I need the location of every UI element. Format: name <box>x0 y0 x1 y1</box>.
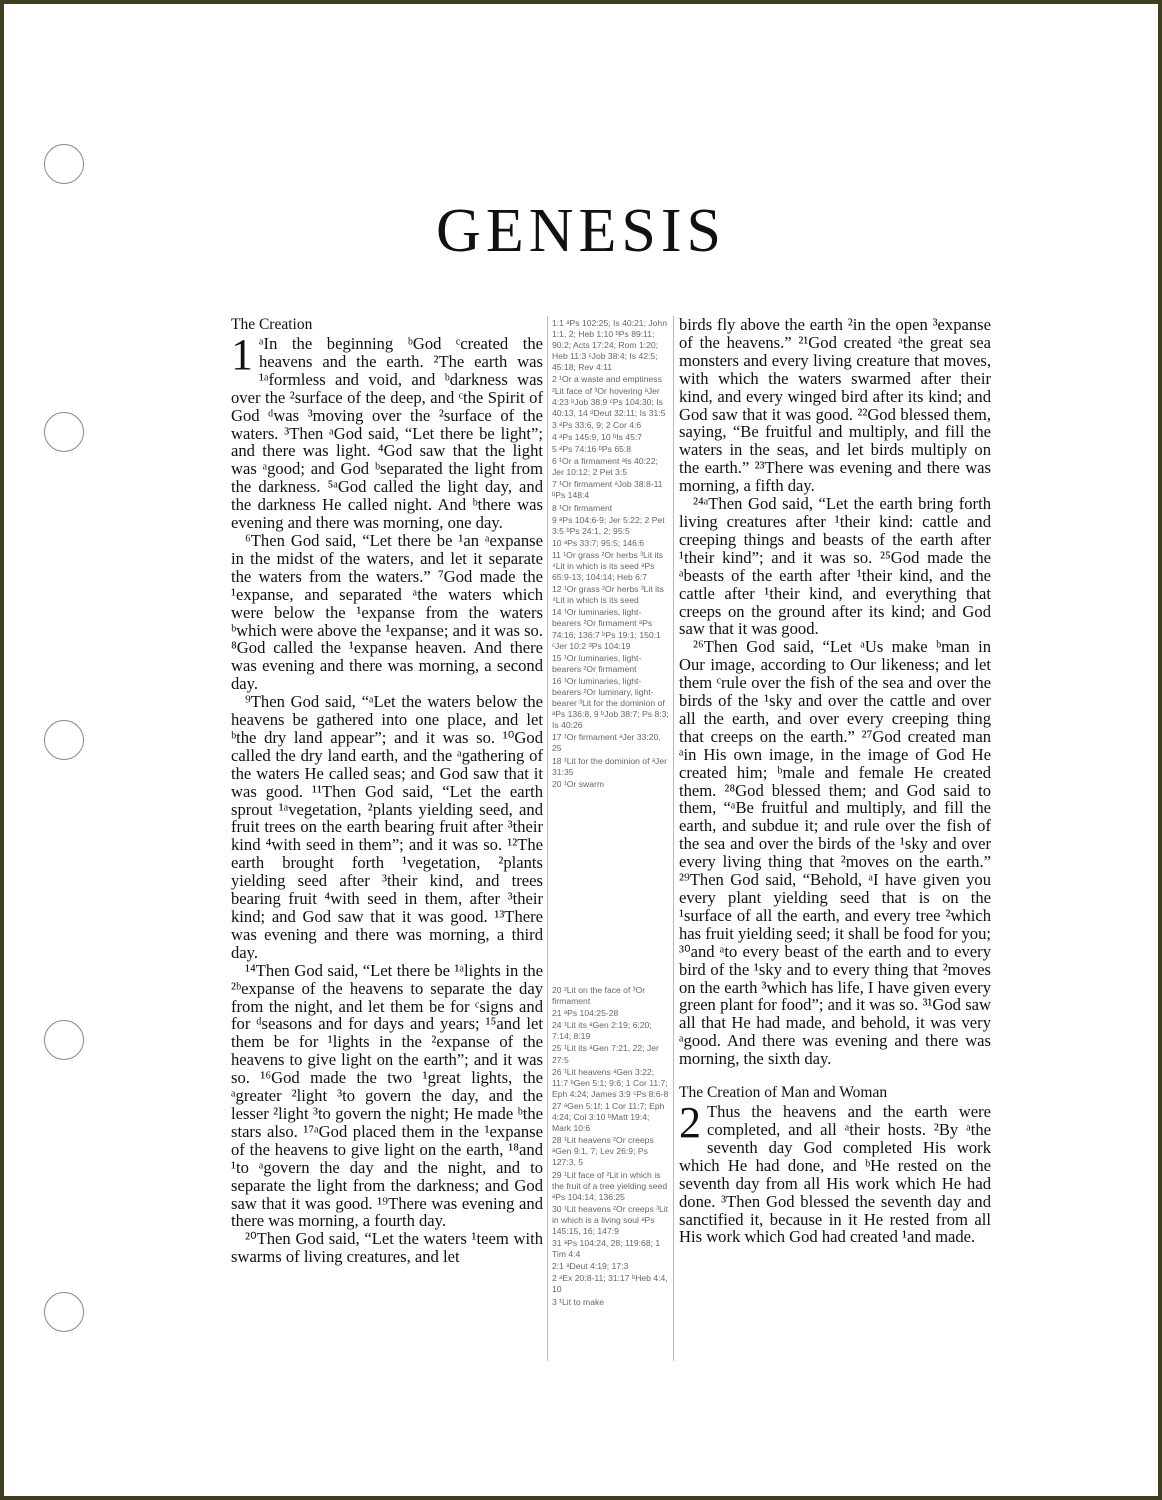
verse-paragraph: ²⁴ᵃThen God said, “Let the earth bring forth living creatures after ¹their kind: cattle and creeping things and beasts of the earth after ¹their kind”; and it was so. ²⁵God made the ᵃbeasts of the earth after ¹their kind, and the cattle after ¹their kind, and everything that creeps on the ground after its kind; and God saw that it was good. <box>679 494 991 639</box>
chapter-number: 1 <box>231 330 253 379</box>
cross-reference-entry: 20 ¹Or swarm <box>552 778 605 789</box>
cross-reference-entry: 6 ¹Or a firmament ᵃIs 40:22; Jer 10:12; 2 Pet 3:5 <box>552 456 658 478</box>
cross-reference-entry: 12 ¹Or grass ²Or herbs ³Lit its ⁴Lit in which is its seed <box>552 584 664 606</box>
cross-reference-entry: 26 ¹Lit heavens ᵃGen 3:22; 11:7 ᵇGen 5:1; 9:6; 1 Cor 11:7; Eph 4:24; James 3:9 ᶜPs 8:6-8 <box>552 1066 669 1099</box>
verse-paragraph: ²⁶Then God said, “Let ᵃUs make ᵇman in Our image, according to Our likeness; and let them ᶜrule over the fish of the sea and over the birds of the ¹sky and over the cattle and over all the earth, and over every creeping thing that creeps on the earth.” ²⁷God created man ᵃin His own image, in the image of God He created him; ᵇmale and female He created them. ²⁸God blessed them; and God said to them, “ᵃBe fruitful and multiply, and fill the earth, and subdue it; and rule over the fish of the sea and over the birds of the ¹sky and over every living thing that ²moves on the earth.” ²⁹Then God said, “Behold, ᵃI have given you every plant yielding seed that is on the ¹surface of all the earth, and every tree ²which has fruit yielding seed; it shall be food for you; ³⁰and ᵃto every beast of the earth and to every bird of the ¹sky and to every thing that ²moves on the earth ³which has life, I have given every green plant for food”; and it was so. ³¹God saw all that He had made, and behold, it was very ᵃgood. And there was evening and there was morning, the sixth day. <box>679 637 991 1069</box>
cross-reference-entry: 3 ᵃPs 33:6, 9; 2 Cor 4:6 <box>552 419 642 430</box>
section-heading-2: The Creation of Man and Woman <box>679 1084 888 1102</box>
cross-reference-entry: 28 ¹Lit heavens ²Or creeps ᵃGen 9:1, 7; Lev 26:9; Ps 127:3, 5 <box>552 1135 654 1168</box>
binder-hole <box>44 1292 84 1332</box>
verse-paragraph: birds fly above the earth ²in the open ³expanse of the heavens.” ²¹God created ᵃthe great sea monsters and every living creature that moves, with which the waters swarmed after their kind, and every winged bird after its kind; and God saw that it was good. ²²God blessed them, saying, “Be fruitful and multiply, and fill the waters in the seas, and let birds multiply on the earth.” ²³There was evening and there was morning, a fifth day. <box>679 315 991 496</box>
cross-reference-entry: 11 ¹Or grass ²Or herbs ³Lit its ⁴Lit in which is its seed ᵃPs 65:9-13; 104:14; Heb 6:7 <box>552 549 664 583</box>
verse-text: Thus the heavens and the earth were completed, and all ᵃtheir hosts. ²By ᵃthe seventh day God completed His work which He had done, and ᵇHe rested on the seventh day from all His work which He had done. ³Then God blessed the seventh day and sanctified it, because in it He rested from all His work which God had created ¹and made. <box>679 1102 991 1247</box>
cross-references-lower <box>552 985 670 1309</box>
cross-reference-entry: 2:1 ᵃDeut 4:19; 17:3 <box>552 1261 629 1272</box>
verse-paragraph: ¹⁴Then God said, “Let there be ¹ᵃlights in the ²ᵇexpanse of the heavens to separate the day from the night, and let them be for ᶜsigns and for ᵈseasons and for days and years; ¹⁵and let them be for ¹lights in the ²expanse of the heavens to give light on the earth”; and it was so. ¹⁶God made the two ¹great lights, the ᵃgreater ²light ³to govern the day, and the lesser ²light ³to govern the night; He made ᵇthe stars also. ¹⁷ᵃGod placed them in the ¹expanse of the heavens to give light on the earth, ¹⁸and ¹to ᵃgovern the day and the night, and to separate the light from the darkness; and God saw that it was good. ¹⁹There was evening and there was morning, a fourth day. <box>231 960 543 1231</box>
cross-reference-entry: 16 ¹Or luminaries, light-bearers ²Or luminary, light-bearer ³Lit for the dominion of ᵃPs 136:8, 9 ᵇJob 38:7; Ps 8:3; Is 40:26 <box>552 675 669 731</box>
chapter-number: 2 <box>679 1098 701 1148</box>
cross-reference-entry: 18 ¹Lit for the dominion of ᵃJer 31:35 <box>552 755 667 777</box>
cross-reference-entry: 21 ᵃPs 104:25-28 <box>552 1008 619 1019</box>
chapter-2-paragraph <box>679 1098 991 1247</box>
verse-paragraph: ⁹Then God said, “ᵃLet the waters below the heavens be gathered into one place, and let ᵇthe dry land appear”; and it was so. ¹⁰God called the dry land earth, and the ᵃgathering of the waters He called seas; and God saw that it was good. ¹¹Then God said, “Let the earth sprout ¹ᵃvegetation, ²plants yielding seed, and fruit trees on the earth bearing fruit after ³their kind ⁴with seed in them”; and it was so. ¹²The earth brought forth ¹vegetation, ²plants yielding seed after ³their kind, and trees bearing fruit ⁴with seed in them, after ³their kind; and God saw that it was good. ¹³There was evening and there was morning, a third day. <box>231 692 543 962</box>
cross-reference-entry: 3 ¹Lit to make <box>552 1296 605 1307</box>
cross-reference-entry: 30 ¹Lit heavens ²Or creeps ³Lit in which is a living soul ᵃPs 145:15, 16; 147:9 <box>552 1203 669 1236</box>
chapter-1-paragraph <box>231 330 543 533</box>
cross-reference-entry: 27 ᵃGen 5:1f; 1 Cor 11:7; Eph 4:24; Col 3:10 ᵇMatt 19:4; Mark 10:6 <box>552 1100 665 1134</box>
book-title: GENESIS <box>436 197 726 265</box>
right-text-column <box>679 316 991 1246</box>
cross-reference-entry: 24 ¹Lit its ᵃGen 2:19; 6:20; 7:14; 8:19 <box>552 1020 652 1042</box>
cross-reference-entry: 5 ᵃPs 74:16 ᵇPs 65:8 <box>552 444 632 455</box>
cross-reference-entry: 1:1 ᵃPs 102:25; Is 40:21; John 1:1, 2; Heb 1:10 ᵇPs 89:11; 90:2; Acts 17:24; Rom 1:20; Heb 11:3 ᶜJob 38:4; Is 42:5; 45:18; Rev 4:11 <box>552 318 667 373</box>
left-text-column <box>231 316 543 1266</box>
cross-reference-entry: 15 ¹Or luminaries, light-bearers ²Or firmament <box>552 652 642 674</box>
verse-paragraph: ⁶Then God said, “Let there be ¹an ᵃexpanse in the midst of the waters, and let it separate the waters from the waters.” ⁷God made the ¹expanse, and separated ᵃthe waters which were below the ¹expanse from the waters ᵇwhich were above the ¹expanse; and it was so. ⁸God called the ¹expanse heaven. And there was evening and there was morning, a second day. <box>231 530 543 694</box>
cross-references-upper <box>552 318 670 791</box>
verse-paragraph: ²⁰Then God said, “Let the waters ¹teem with swarms of living creatures, and let <box>231 1229 543 1267</box>
cross-reference-entry: 20 ²Lit on the face of ³Or firmament <box>552 985 646 1007</box>
cross-reference-entry: 10 ᵃPs 33:7; 95:5; 146:6 <box>552 537 645 548</box>
cross-reference-entry: 25 ¹Lit its ᵃGen 7:21, 22; Jer 27:5 <box>552 1043 659 1065</box>
cross-reference-entry: 31 ᵃPs 104:24, 28; 119:68; 1 Tim 4:4 <box>552 1238 661 1260</box>
binder-hole <box>44 720 84 760</box>
column-divider <box>673 316 674 1361</box>
cross-reference-entry: 17 ¹Or firmament ᵃJer 33:20, 25 <box>552 732 661 754</box>
cross-reference-entry: 7 ¹Or firmament ᵃJob 38:8-11 ᵇPs 148:4 <box>552 479 663 501</box>
cross-reference-entry: 2 ¹Or a waste and emptiness ²Lit face of ³Or hovering ᵃJer 4:23 ᵇJob 38:9 ᶜPs 104:30; Is 40:13, 14 ᵈDeut 32:11; Is 31:5 <box>552 374 666 418</box>
cross-reference-entry: 2 ᵃEx 20:8-11; 31:17 ᵇHeb 4:4, 10 <box>552 1273 668 1295</box>
verse-text: ᵃIn the beginning ᵇGod ᶜcreated the heavens and the earth. ²The earth was ¹ᵃformless and void, and ᵇdarkness was over the ²surface of the deep, and ᶜthe Spirit of God ᵈwas ³moving over the ²surface of the waters. ³Then ᵃGod said, “Let there be light”; and there was light. ⁴God saw that the light was ᵃgood; and God ᵇseparated the light from the darkness. ⁵ᵃGod called the light day, and the darkness He called night. And ᵇthere was evening and there was morning, one day. <box>231 334 543 533</box>
binder-hole <box>44 1020 84 1060</box>
column-divider <box>547 316 548 1361</box>
cross-reference-entry: 29 ¹Lit face of ²Lit in which is the fruit of a tree yielding seed ᵃPs 104:14; 136:25 <box>552 1169 668 1202</box>
binder-hole <box>44 144 84 184</box>
cross-reference-entry: 14 ¹Or luminaries, light-bearers ²Or firmament ᵃPs 74:16; 136:7 ᵇPs 19:1; 150:1 ᶜJer 10:2 ᵈPs 104:19 <box>552 607 661 651</box>
cross-reference-entry: 9 ᵃPs 104:6-9; Jer 5:22; 2 Pet 3:5 ᵇPs 24:1, 2; 95:5 <box>552 514 665 536</box>
cross-reference-entry: 8 ¹Or firmament <box>552 502 613 513</box>
section-heading: The Creation <box>231 316 313 333</box>
binder-hole <box>44 412 84 452</box>
cross-reference-entry: 4 ᵃPs 145:9, 10 ᵇIs 45:7 <box>552 431 643 442</box>
